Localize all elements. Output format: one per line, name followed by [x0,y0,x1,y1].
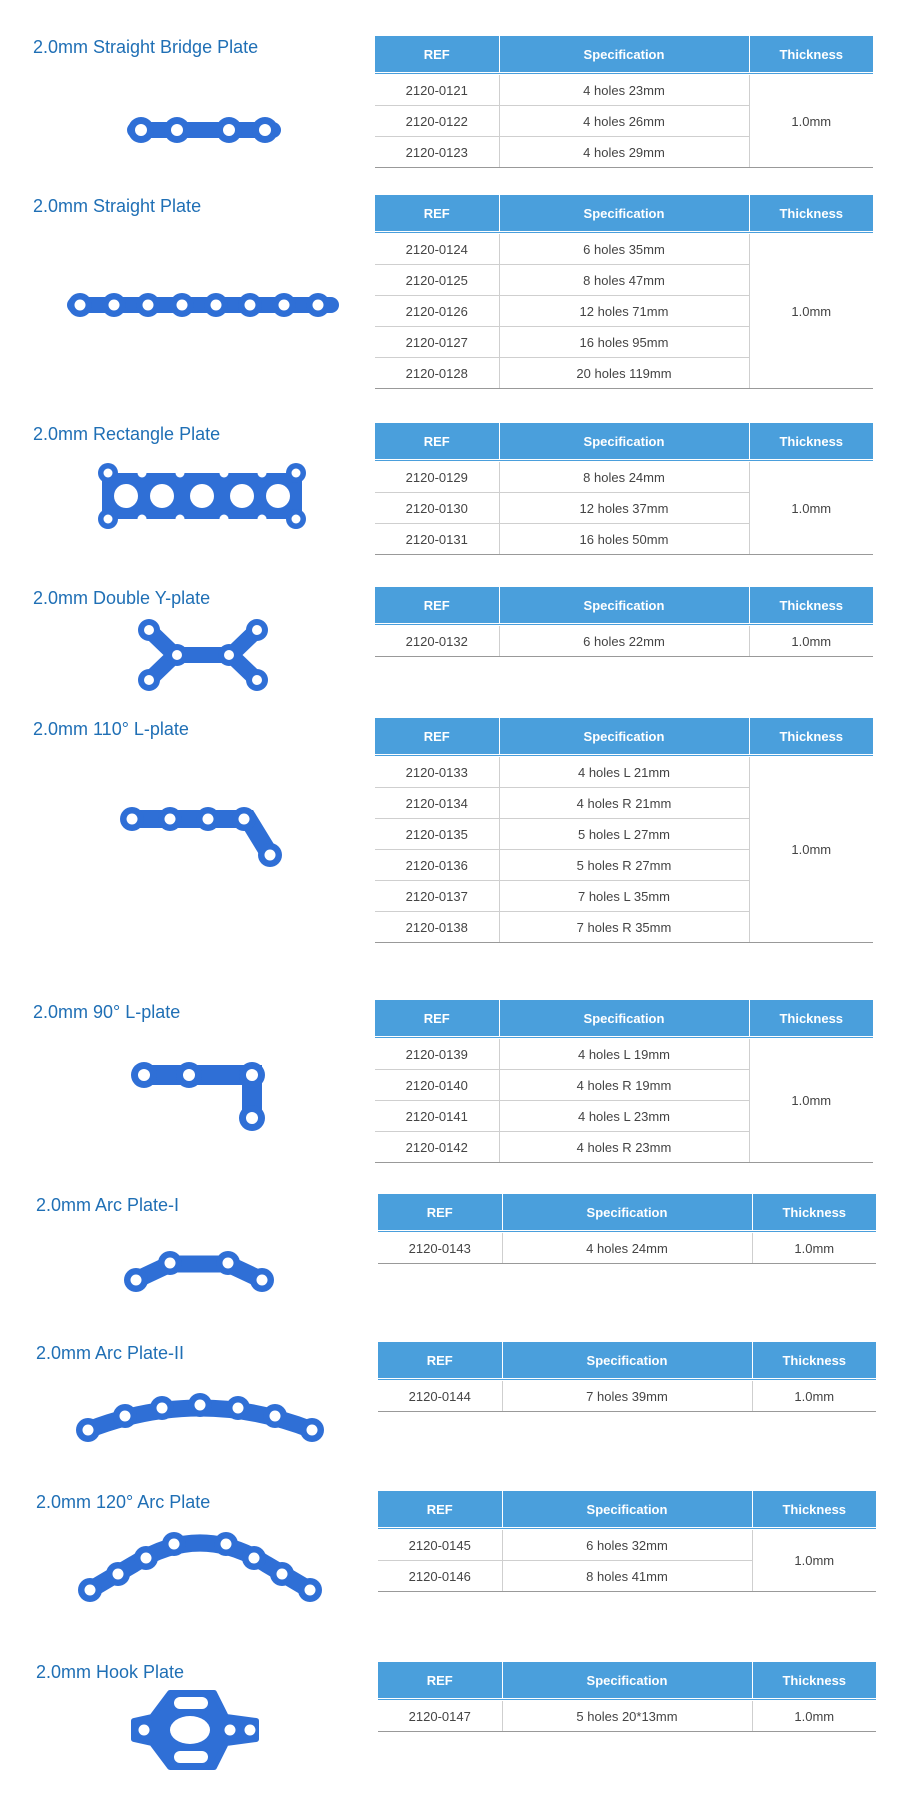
spec-cell: 8 holes 41mm [502,1561,752,1592]
spec-cell: 4 holes R 19mm [499,1070,749,1101]
ref-cell: 2120-0143 [378,1232,502,1264]
straight-plate-image [65,288,341,322]
spec-cell: 5 holes L 27mm [499,819,749,850]
section-title: 2.0mm Double Y-plate [33,588,211,608]
thickness-header: Thickness [752,1662,876,1700]
ref-header: REF [375,195,499,233]
section-title: 2.0mm Arc Plate-II [36,1343,185,1363]
thickness-header: Thickness [749,36,873,74]
thickness-cell: 1.0mm [752,1380,876,1412]
double-y-plate-image [135,618,271,692]
ref-cell: 2120-0128 [375,358,499,389]
thickness-cell: 1.0mm [752,1232,876,1264]
ref-header: REF [375,718,499,756]
thickness-cell: 1.0mm [749,756,873,943]
ref-cell: 2120-0145 [378,1529,502,1561]
spec-cell: 8 holes 24mm [499,461,749,493]
spec-header: Specification [499,36,749,74]
ref-cell: 2120-0123 [375,137,499,168]
spec-cell: 4 holes 24mm [502,1232,752,1264]
spec-header: Specification [502,1194,752,1232]
spec-cell: 4 holes L 21mm [499,756,749,788]
spec-cell: 12 holes 71mm [499,296,749,327]
spec-cell: 6 holes 32mm [502,1529,752,1561]
spec-cell: 7 holes R 35mm [499,912,749,943]
section-title: 2.0mm Straight Bridge Plate [33,37,259,57]
thickness-header: Thickness [749,423,873,461]
section-title: 2.0mm 90° L-plate [33,1002,181,1022]
ref-cell: 2120-0129 [375,461,499,493]
spec-cell: 4 holes 29mm [499,137,749,168]
thickness-cell: 1.0mm [749,233,873,389]
ref-cell: 2120-0131 [375,524,499,555]
spec-header: Specification [502,1491,752,1529]
spec-cell: 4 holes L 23mm [499,1101,749,1132]
thickness-header: Thickness [752,1194,876,1232]
spec-cell: 20 holes 119mm [499,358,749,389]
spec-cell: 4 holes L 19mm [499,1038,749,1070]
thickness-cell: 1.0mm [752,1529,876,1592]
ref-cell: 2120-0130 [375,493,499,524]
l-plate-110-image [118,803,284,871]
section-title: 2.0mm 110° L-plate [33,719,189,739]
ref-cell: 2120-0136 [375,850,499,881]
spec-table [378,1194,876,1264]
ref-cell: 2120-0122 [375,106,499,137]
spec-header: Specification [499,587,749,625]
thickness-cell: 1.0mm [749,1038,873,1163]
ref-header: REF [378,1662,502,1700]
rectangle-plate-image [96,463,308,529]
spec-table [375,36,873,168]
ref-cell: 2120-0124 [375,233,499,265]
spec-cell: 6 holes 35mm [499,233,749,265]
ref-cell: 2120-0144 [378,1380,502,1412]
spec-header: Specification [499,1000,749,1038]
spec-table [378,1491,876,1592]
ref-header: REF [375,587,499,625]
spec-cell: 7 holes L 35mm [499,881,749,912]
spec-table [375,195,873,389]
ref-cell: 2120-0127 [375,327,499,358]
l-plate-90-image [130,1058,272,1134]
spec-header: Specification [499,195,749,233]
spec-cell: 4 holes 26mm [499,106,749,137]
spec-header: Specification [499,423,749,461]
spec-cell: 6 holes 22mm [499,625,749,657]
thickness-cell: 1.0mm [749,625,873,657]
section-title: 2.0mm 120° Arc Plate [36,1492,211,1512]
spec-cell: 12 holes 37mm [499,493,749,524]
spec-cell: 16 holes 95mm [499,327,749,358]
spec-cell: 4 holes R 23mm [499,1132,749,1163]
ref-cell: 2120-0147 [378,1700,502,1732]
section-title: 2.0mm Arc Plate-I [36,1195,180,1215]
hook-plate-image [130,1687,270,1773]
ref-header: REF [375,1000,499,1038]
ref-cell: 2120-0133 [375,756,499,788]
thickness-header: Thickness [749,195,873,233]
ref-header: REF [375,423,499,461]
spec-cell: 7 holes 39mm [502,1380,752,1412]
ref-header: REF [378,1342,502,1380]
ref-cell: 2120-0135 [375,819,499,850]
ref-cell: 2120-0142 [375,1132,499,1163]
ref-cell: 2120-0121 [375,74,499,106]
ref-header: REF [375,36,499,74]
straight-bridge-plate-image [125,112,285,148]
spec-cell: 16 holes 50mm [499,524,749,555]
spec-table [378,1662,876,1732]
spec-header: Specification [499,718,749,756]
ref-header: REF [378,1491,502,1529]
arc-plate-2-image [74,1386,326,1444]
thickness-cell: 1.0mm [749,74,873,168]
ref-header: REF [378,1194,502,1232]
arc-plate-1-image [122,1248,278,1294]
thickness-cell: 1.0mm [752,1700,876,1732]
ref-cell: 2120-0141 [375,1101,499,1132]
thickness-header: Thickness [752,1491,876,1529]
thickness-cell: 1.0mm [749,461,873,555]
spec-table [375,718,873,943]
ref-cell: 2120-0146 [378,1561,502,1592]
thickness-header: Thickness [749,1000,873,1038]
ref-cell: 2120-0132 [375,625,499,657]
section-title: 2.0mm Hook Plate [36,1662,185,1682]
thickness-header: Thickness [752,1342,876,1380]
spec-table [375,587,873,657]
arc-plate-120-image [76,1528,324,1604]
spec-cell: 4 holes 23mm [499,74,749,106]
spec-header: Specification [502,1662,752,1700]
spec-table [375,423,873,555]
ref-cell: 2120-0138 [375,912,499,943]
thickness-header: Thickness [749,587,873,625]
spec-table [375,1000,873,1163]
ref-cell: 2120-0126 [375,296,499,327]
section-title: 2.0mm Straight Plate [33,196,202,216]
ref-cell: 2120-0140 [375,1070,499,1101]
ref-cell: 2120-0134 [375,788,499,819]
ref-cell: 2120-0137 [375,881,499,912]
spec-header: Specification [502,1342,752,1380]
spec-cell: 5 holes R 27mm [499,850,749,881]
ref-cell: 2120-0125 [375,265,499,296]
thickness-header: Thickness [749,718,873,756]
ref-cell: 2120-0139 [375,1038,499,1070]
spec-cell: 5 holes 20*13mm [502,1700,752,1732]
spec-table [378,1342,876,1412]
spec-cell: 8 holes 47mm [499,265,749,296]
section-title: 2.0mm Rectangle Plate [33,424,221,444]
spec-cell: 4 holes R 21mm [499,788,749,819]
